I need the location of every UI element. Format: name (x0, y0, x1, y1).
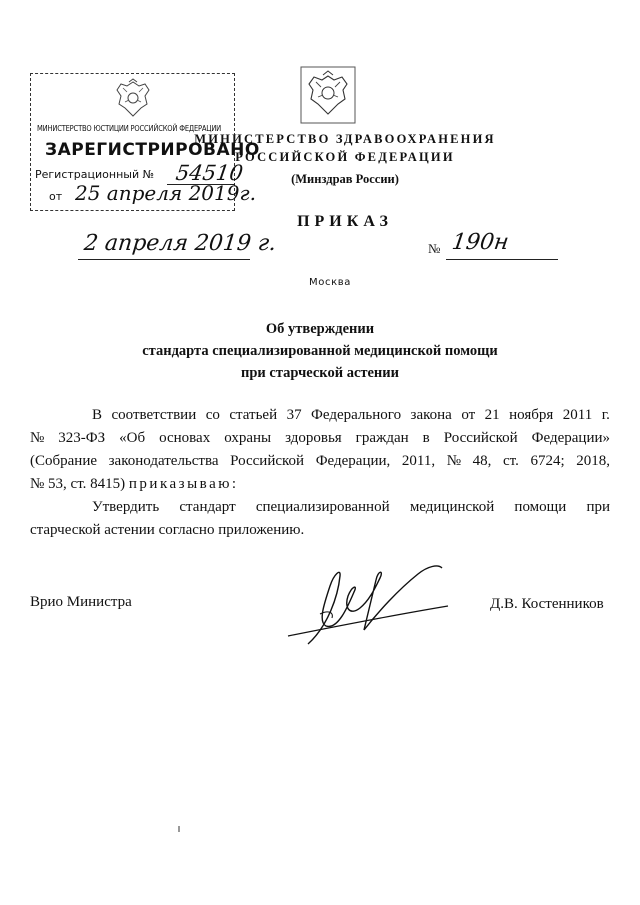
paragraph2-line2: старческой астении согласно приложению. (30, 522, 305, 538)
word: специализированной (255, 499, 390, 515)
handwritten-signature (268, 556, 468, 656)
ministry-name-line1: МИНИСТЕРСТВО ЗДРАВООХРАНЕНИЯ (194, 132, 496, 146)
word: Российской (230, 453, 305, 469)
order-number: 190н (450, 230, 511, 255)
stamp-ministry-text: МИНИСТЕРСТВО ЮСТИЦИИ РОССИЙСКОЙ ФЕДЕРАЦИИ (37, 124, 222, 133)
stamp-registration-label: Регистрационный № (35, 168, 155, 181)
word: Федерации, (315, 453, 391, 469)
ministry-name-line2: РОССИЙСКОЙ ФЕДЕРАЦИИ (235, 150, 455, 164)
paragraph1-line4-text: № 53, ст. 8415) (30, 476, 126, 492)
word: № (446, 453, 462, 469)
word: 2011 (562, 407, 593, 423)
heading-line1: Об утверждении (265, 321, 375, 337)
word: стандарт (179, 499, 236, 515)
stamp-status-text: ЗАРЕГИСТРИРОВАНО (45, 140, 260, 160)
order-number-label: № (428, 241, 441, 256)
paragraph1-line4 (30, 473, 239, 496)
word: законодательства (108, 453, 219, 469)
word: при (586, 499, 610, 515)
order-date-underline (78, 259, 250, 260)
word: г. (601, 407, 610, 423)
word: Утвердить (92, 499, 160, 515)
coat-of-arms-icon (300, 66, 356, 124)
signatory-name: Д.В. Костенников (490, 596, 604, 612)
word: 323-ФЗ (58, 430, 106, 446)
word: 2011, (401, 453, 436, 469)
paragraph1-line3 (30, 450, 610, 473)
stamp-registration-number: 54510 (174, 161, 245, 185)
order-date: 2 апреля 2019 г. (82, 231, 278, 256)
paragraph1-line1 (92, 404, 610, 427)
order-number-underline (446, 259, 558, 260)
word: статьей (229, 407, 278, 423)
word: 37 (286, 407, 302, 423)
stamp-registration-date: 25 апреля 2019г. (75, 181, 256, 205)
word: (Собрание (30, 453, 98, 469)
word: 21 (484, 407, 500, 423)
ministry-short-name: (Минздрав России) (291, 172, 399, 186)
stamp-date-prefix: от (49, 190, 63, 203)
word: медицинской (409, 499, 495, 515)
word: помощи (514, 499, 567, 515)
word: охраны (224, 430, 272, 446)
word: Российской (443, 430, 518, 446)
word: «Об (119, 430, 146, 446)
word: ноября (509, 407, 554, 423)
word: со (205, 407, 220, 423)
word: № (30, 430, 45, 446)
word: основах (159, 430, 211, 446)
word: 2018, (576, 453, 610, 469)
word: от (461, 407, 476, 423)
order-title: ПРИКАЗ (297, 213, 393, 230)
document-heading (60, 318, 580, 384)
word: граждан (355, 430, 409, 446)
stamp-emblem-icon (111, 78, 155, 118)
heading-line2: стандарта специализированной медицинской помощи (142, 343, 498, 359)
word: в (422, 430, 430, 446)
paragraph1-line2 (30, 427, 610, 450)
word: закона (410, 407, 452, 423)
city: Москва (309, 277, 351, 288)
heading-line3: при старческой астении (240, 365, 399, 381)
word: ст. (502, 453, 519, 469)
word: 48, (472, 453, 492, 469)
word: Федерации» (531, 430, 610, 446)
word: Федерального (311, 407, 402, 423)
paragraph2-line1 (92, 496, 610, 519)
paragraph1-order-word: приказываю: (128, 476, 239, 492)
word: здоровья (285, 430, 342, 446)
word: соответствии (111, 407, 197, 423)
word: 6724; (530, 453, 565, 469)
signatory-position: Врио Министра (30, 594, 132, 610)
scan-artifact-mark (178, 826, 180, 832)
word: В (92, 407, 103, 423)
